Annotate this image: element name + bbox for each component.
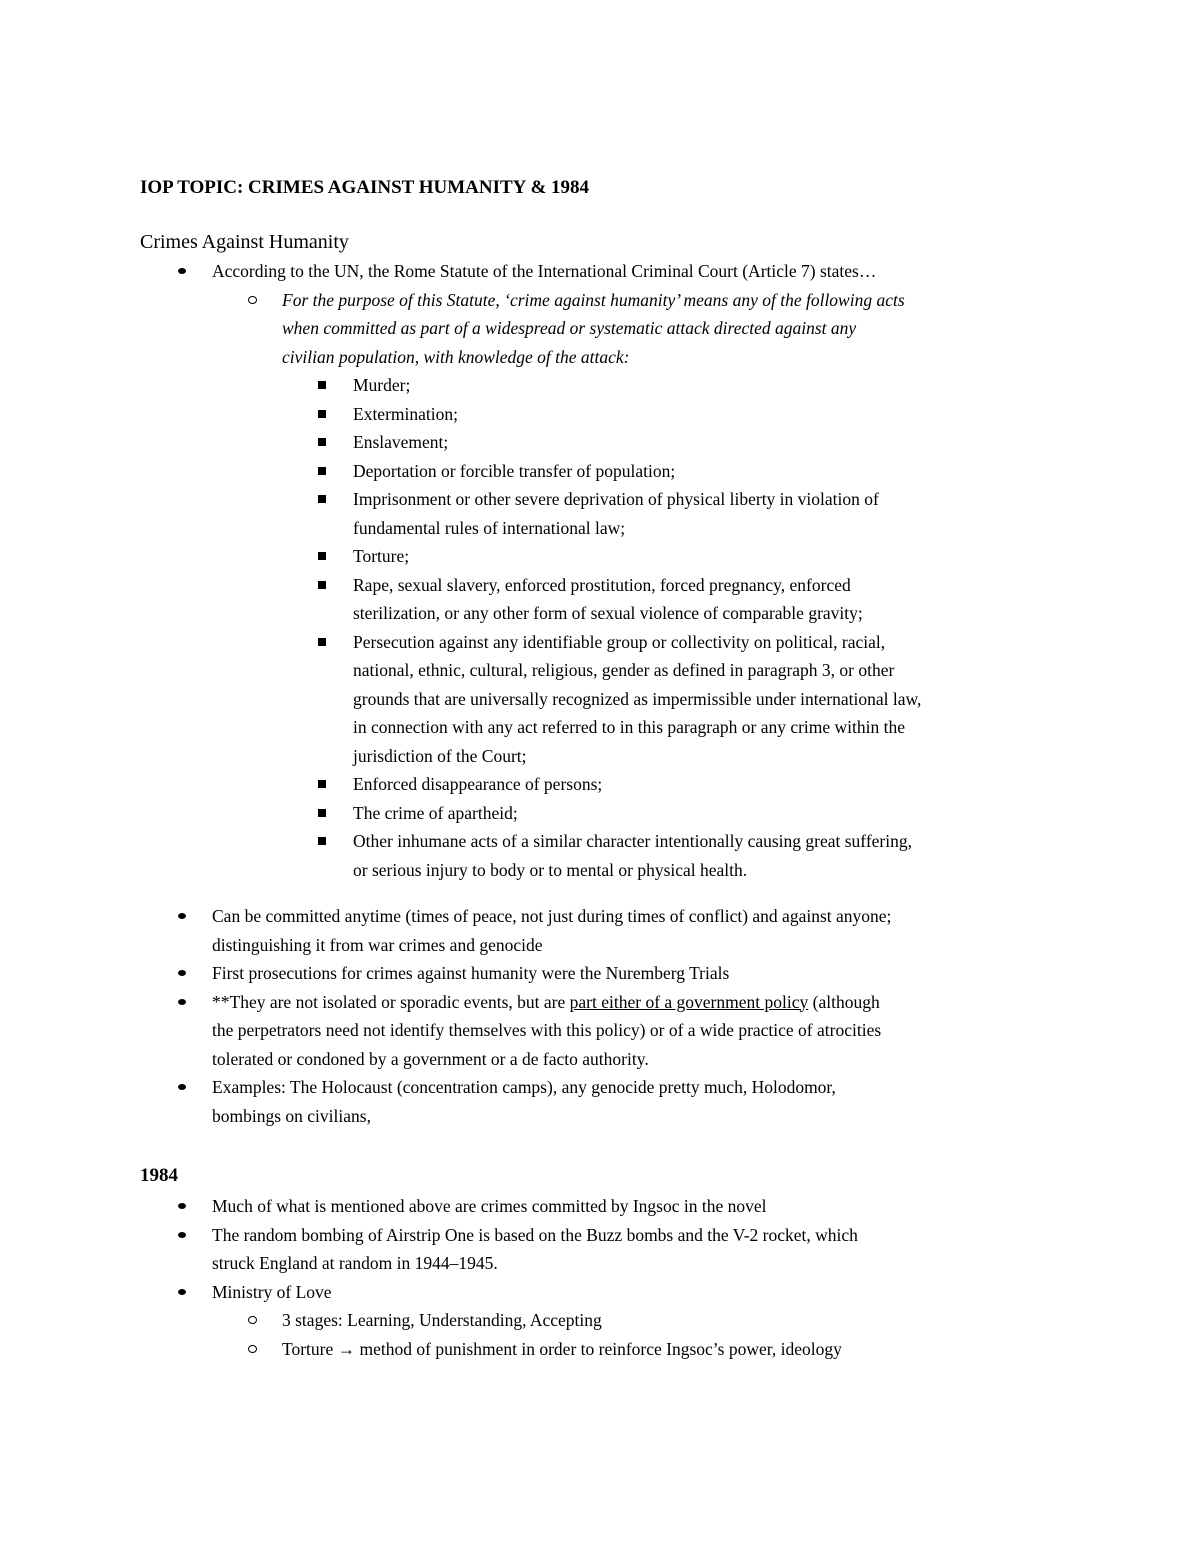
act-item-continuation: sterilization, or any other form of sexual violence of comparable gravity; <box>353 603 863 623</box>
act-item-continuation: national, ethnic, cultural, religious, gender as defined in paragraph 3, or other <box>353 660 895 680</box>
underlined-phrase: part either of a government policy <box>569 991 809 1012</box>
act-item: Rape, sexual slavery, enforced prostitution, forced pregnancy, enforced <box>0 571 1200 600</box>
act-item: Persecution against any identifiable group or collectivity on political, racial, <box>0 628 1200 657</box>
bullet-square-icon <box>318 542 326 571</box>
act-item: Torture; <box>0 542 1200 571</box>
list-item-continuation: tolerated or condoned by a government or a de facto authority. <box>212 1048 649 1069</box>
act-item: Extermination; <box>0 400 1200 429</box>
bullet-circle-icon <box>248 286 257 315</box>
bullet-disc-icon <box>178 1221 186 1250</box>
act-item: Deportation or forcible transfer of population; <box>0 457 1200 486</box>
crimes-against-humanity-list <box>0 257 1200 884</box>
act-item-continuation: or serious injury to body or to mental or physical health. <box>353 859 748 880</box>
bullet-square-icon <box>318 827 326 856</box>
list-item-continuation: bombings on civilians, <box>212 1105 371 1126</box>
act-item: Other inhumane acts of a similar character intentionally causing great suffering, <box>0 827 1200 856</box>
act-item: Murder; <box>0 371 1200 400</box>
list-item: Torture → method of punishment in order to reinforce Ingsoc’s power, ideology <box>0 1335 1200 1364</box>
act-item-continuation: grounds that are universally recognized as impermissible under international law, <box>353 688 922 709</box>
bullet-disc-icon <box>178 257 186 286</box>
list-item: First prosecutions for crimes against humanity were the Nuremberg Trials <box>0 959 1200 988</box>
document-title: IOP TOPIC: CRIMES AGAINST HUMANITY & 1984 <box>140 177 590 198</box>
bullet-disc-icon <box>178 902 186 931</box>
bullet-circle-icon <box>248 1335 257 1364</box>
bullet-square-icon <box>318 428 326 457</box>
list-item: Examples: The Holocaust (concentration camps), any genocide pretty much, Holodomor, <box>0 1073 1200 1102</box>
act-item-continuation: fundamental rules of international law; <box>353 517 626 538</box>
act-item: The crime of apartheid; <box>0 799 1200 828</box>
list-item: According to the UN, the Rome Statute of the International Criminal Court (Article 7) states… <box>0 257 1200 286</box>
bullet-square-icon <box>318 571 326 600</box>
bullet-disc-icon <box>178 1192 186 1221</box>
act-item-continuation: jurisdiction of the Court; <box>353 745 527 766</box>
act-item: Imprisonment or other severe deprivation of physical liberty in violation of <box>0 485 1200 514</box>
list-item-continuation: civilian population, with knowledge of the attack: <box>282 346 630 367</box>
bullet-square-icon <box>318 628 326 657</box>
bullet-disc-icon <box>178 988 186 1017</box>
list-item: For the purpose of this Statute, ‘crime against humanity’ means any of the following acts <box>0 286 1200 315</box>
list-item-continuation: the perpetrators need not identify themselves with this policy) or of a wide practice of atrocities <box>212 1020 882 1040</box>
novel-1984-list <box>0 1192 1200 1363</box>
list-item: Ministry of Love <box>0 1278 1200 1307</box>
crimes-against-humanity-list-continued <box>0 902 1200 1130</box>
section-heading-crimes-against-humanity: Crimes Against Humanity <box>140 231 349 253</box>
section-heading-1984: 1984 <box>140 1165 178 1186</box>
bullet-square-icon <box>318 457 326 486</box>
bullet-square-icon <box>318 371 326 400</box>
list-item: Can be committed anytime (times of peace, not just during times of conflict) and against anyone; <box>0 902 1200 931</box>
act-item: Enslavement; <box>0 428 1200 457</box>
list-item-continuation: struck England at random in 1944–1945. <box>212 1253 498 1273</box>
bullet-square-icon <box>318 400 326 429</box>
list-item: The random bombing of Airstrip One is based on the Buzz bombs and the V-2 rocket, which <box>0 1221 1200 1250</box>
bullet-disc-icon <box>178 1073 186 1102</box>
list-item-continuation: distinguishing it from war crimes and genocide <box>212 934 543 955</box>
list-item: Much of what is mentioned above are crimes committed by Ingsoc in the novel <box>0 1192 1200 1221</box>
act-item-continuation: in connection with any act referred to in this paragraph or any crime within the <box>353 717 906 737</box>
list-item: 3 stages: Learning, Understanding, Accepting <box>0 1306 1200 1335</box>
bullet-square-icon <box>318 799 326 828</box>
bullet-circle-icon <box>248 1306 257 1335</box>
list-item: **They are not isolated or sporadic events, but are part either of a government policy (although <box>0 988 1200 1017</box>
bullet-disc-icon <box>178 1278 186 1307</box>
bullet-square-icon <box>318 770 326 799</box>
list-item-continuation: when committed as part of a widespread or systematic attack directed against any <box>282 318 857 338</box>
bullet-disc-icon <box>178 959 186 988</box>
bullet-square-icon <box>318 485 326 514</box>
act-item: Enforced disappearance of persons; <box>0 770 1200 799</box>
